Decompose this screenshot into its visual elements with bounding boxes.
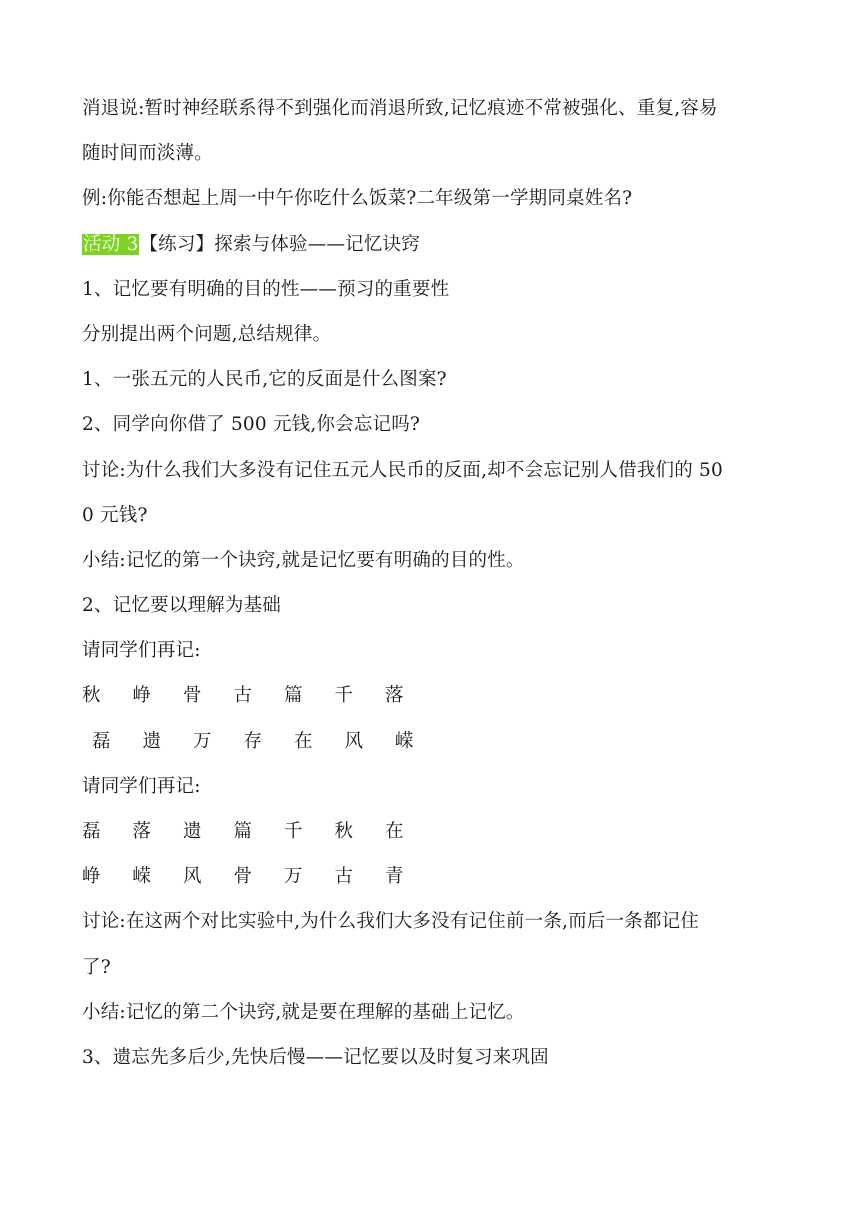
grid-char: 古 <box>233 685 253 707</box>
text-line: 1、一张五元的人民币,它的反面是什么图案? <box>82 369 447 391</box>
grid-char: 万 <box>284 866 303 888</box>
activity-badge: 活动 3 <box>83 233 139 255</box>
text-line: 1、记忆要有明确的目的性——预习的重要性 <box>82 278 450 300</box>
grid-char: 千 <box>284 821 303 842</box>
char-grid-row <box>82 854 782 899</box>
text-line: 讨论:为什么我们大多没有记住五元人民币的反面,却不会忘记别人借我们的 50 <box>82 459 723 481</box>
grid-char: 古 <box>334 866 354 888</box>
grid-char: 峥 <box>82 866 101 888</box>
text-line: 0 元钱? <box>82 504 148 526</box>
grid-char: 青 <box>385 866 404 888</box>
text-line: 小结:记忆的第二个诀窍,就是要在理解的基础上记忆。 <box>82 1001 525 1023</box>
grid-char: 遗 <box>142 730 162 752</box>
grid-char: 篇 <box>284 685 303 707</box>
grid-char: 落 <box>132 821 152 842</box>
grid-char: 遗 <box>183 821 202 842</box>
text-line: 随时间而淡薄。 <box>82 143 213 165</box>
text-line: 消退说:暂时神经联系得不到强化而消退所致,记忆痕迹不常被强化、重复,容易 <box>82 98 718 119</box>
grid-char: 在 <box>294 730 313 752</box>
char-grid-row <box>82 719 782 764</box>
activity-heading <box>82 222 782 267</box>
grid-char: 嵘 <box>132 866 152 888</box>
text-line: 3、遗忘先多后少,先快后慢——记忆要以及时复习来巩固 <box>82 1046 549 1068</box>
text-line: 讨论:在这两个对比实验中,为什么我们大多没有记住前一条,而后一条都记住 <box>82 911 699 933</box>
text-line: 例:你能否想起上周一中午你吃什么饭菜?二年级第一学期同桌姓名? <box>82 188 633 210</box>
text-line: 2、同学向你借了 500 元钱,你会忘记吗? <box>82 414 421 436</box>
activity-title: 【练习】探索与体验——记忆诀窍 <box>139 233 420 255</box>
grid-char: 千 <box>334 685 354 707</box>
grid-char: 存 <box>243 730 263 752</box>
grid-char: 落 <box>385 685 404 707</box>
grid-char: 风 <box>344 730 364 752</box>
text-line: 请同学们再记: <box>82 775 201 797</box>
text-line: 请同学们再记: <box>82 640 201 662</box>
char-grid-row <box>82 673 782 718</box>
grid-char: 峥 <box>132 685 152 707</box>
grid-char: 万 <box>193 730 212 752</box>
grid-char: 在 <box>385 821 404 842</box>
char-grid-row <box>82 809 782 854</box>
grid-char: 磊 <box>82 821 101 842</box>
text-line: 分别提出两个问题,总结规律。 <box>82 323 332 345</box>
grid-char: 篇 <box>233 821 253 842</box>
grid-char: 秋 <box>334 821 354 842</box>
text-line: 小结:记忆的第一个诀窍,就是记忆要有明确的目的性。 <box>82 549 525 571</box>
grid-char: 嵘 <box>395 730 414 752</box>
text-line: 了? <box>82 956 111 978</box>
document-page <box>82 86 782 1080</box>
grid-char: 风 <box>183 866 202 888</box>
grid-char: 秋 <box>82 685 101 707</box>
grid-char: 骨 <box>233 866 253 888</box>
grid-char: 骨 <box>183 685 202 707</box>
text-line: 2、记忆要以理解为基础 <box>82 595 281 617</box>
grid-char: 磊 <box>92 730 111 752</box>
